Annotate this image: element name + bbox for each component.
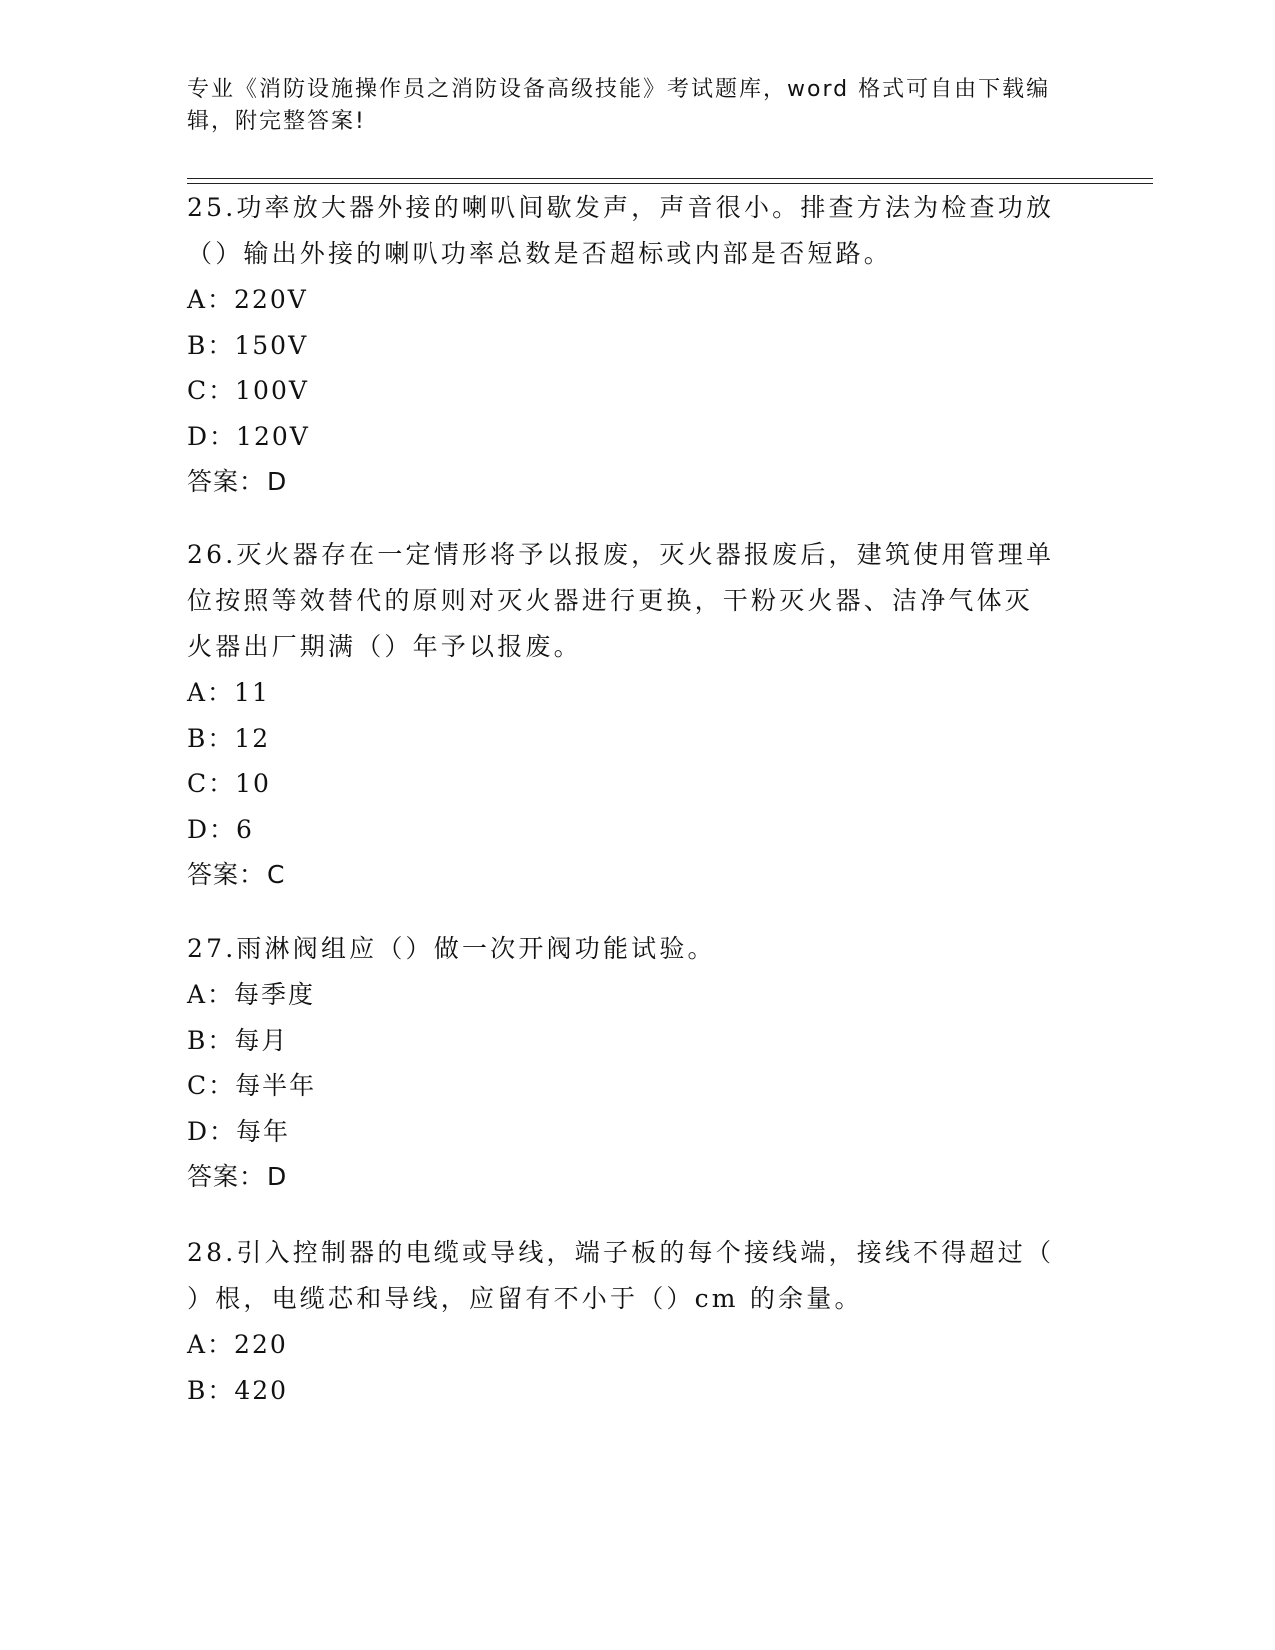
answer-label: 答案： (187, 467, 266, 496)
question-stem-line: 位按照等效替代的原则对灭火器进行更换，干粉灭火器、洁净气体灭 (187, 586, 1034, 615)
question-stem-line: 26.灭火器存在一定情形将予以报废，灭火器报废后，建筑使用管理单 (187, 540, 1055, 569)
option-b: B：每月 (187, 1025, 289, 1055)
option-a: A：220 (187, 1330, 288, 1359)
answer (187, 852, 1087, 898)
answer-value: D (267, 1162, 288, 1191)
option-b: B：150V (187, 330, 309, 360)
option-a: A：11 (187, 678, 270, 707)
question-27 (187, 926, 1087, 1200)
option-d: D：120V (187, 421, 310, 451)
option-c: C：100V (187, 376, 309, 405)
option-b: B：12 (187, 723, 271, 753)
document-header (187, 74, 1067, 138)
option-a: A：每季度 (187, 980, 316, 1009)
answer (187, 459, 1087, 505)
option-c: C：每半年 (187, 1071, 317, 1100)
answer-value: C (267, 860, 286, 889)
question-stem-line: ）根，电缆芯和导线，应留有不小于（）cm 的余量。 (187, 1284, 863, 1313)
answer-label: 答案： (187, 1162, 266, 1191)
header-divider-top (187, 178, 1153, 179)
header-line-2: 辑，附完整答案! (187, 109, 366, 134)
header-divider-bottom (187, 183, 1153, 184)
question-stem-line: （）输出外接的喇叭功率总数是否超标或内部是否短路。 (187, 239, 893, 268)
question-25 (187, 185, 1087, 505)
question-stem-line: 28.引入控制器的电缆或导线，端子板的每个接线端，接线不得超过（ (187, 1238, 1055, 1267)
answer (187, 1154, 1087, 1200)
question-28 (187, 1230, 1087, 1413)
option-d: D：每年 (187, 1116, 291, 1146)
question-stem-line: 25.功率放大器外接的喇叭间歇发声，声音很小。排查方法为检查功放 (187, 193, 1055, 222)
question-stem-line: 27.雨淋阀组应（）做一次开阀功能试验。 (187, 934, 716, 963)
option-d: D：6 (187, 814, 254, 844)
option-a: A：220V (187, 285, 308, 314)
option-b: B：420 (187, 1375, 289, 1405)
answer-label: 答案： (187, 860, 266, 889)
answer-value: D (267, 467, 288, 496)
question-26 (187, 532, 1087, 898)
header-line-1: 专业《消防设施操作员之消防设备高级技能》考试题库，word 格式可自由下载编 (187, 77, 1051, 102)
option-c: C：10 (187, 769, 271, 798)
question-stem-line: 火器出厂期满（）年予以报废。 (187, 632, 582, 661)
